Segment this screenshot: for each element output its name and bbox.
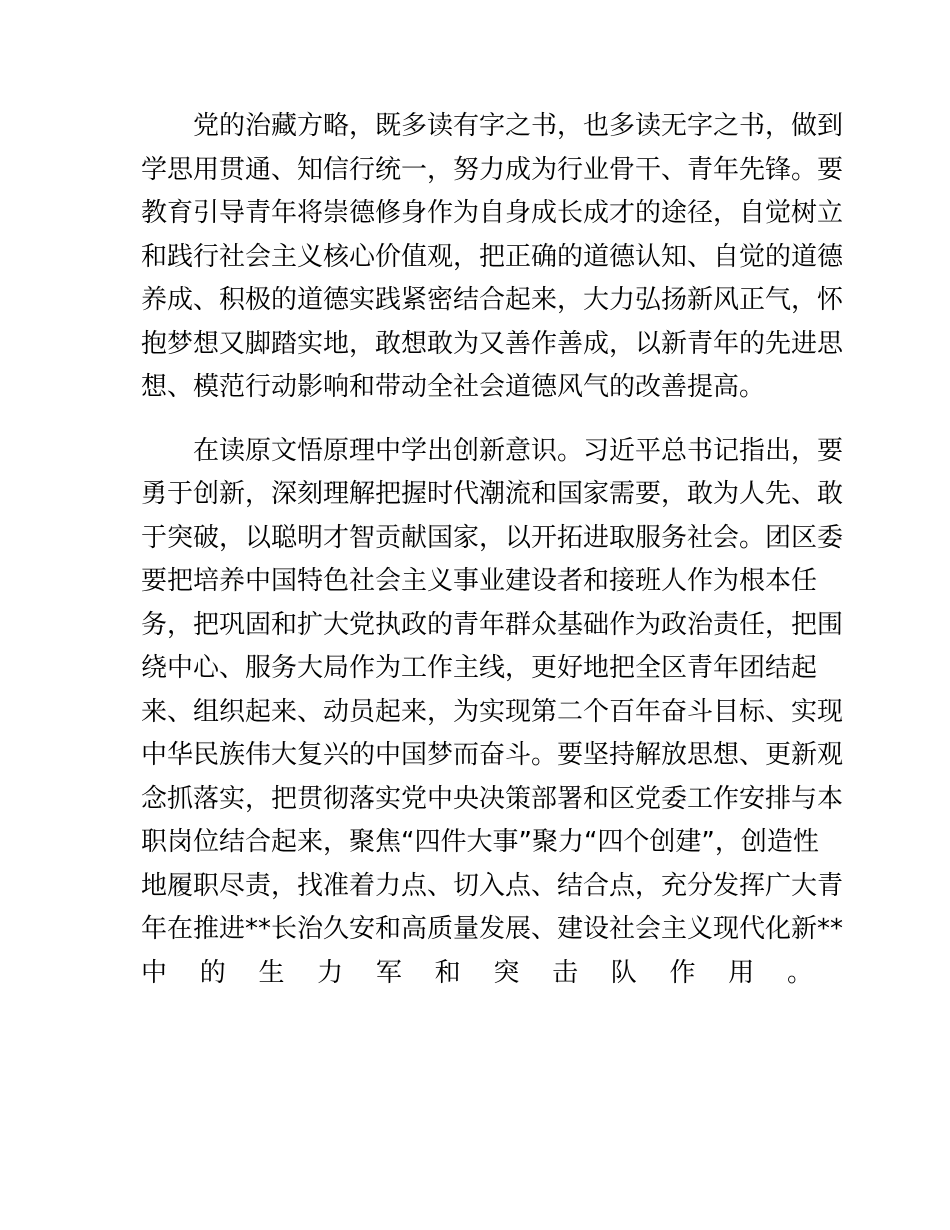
text-line: 要把培养中国特色社会主义事业建设者和接班人作为根本任 [141, 566, 818, 596]
text-line: 在读原文悟原理中学出创新意识。习近平总书记指出，要 [193, 435, 844, 466]
text-line: 勇于创新，深刻理解把握时代潮流和国家需要，敢为人先、敢 [141, 479, 844, 509]
text-line: 抱梦想又脚踏实地，敢想敢为又善作善成，以新青年的先进思 [141, 328, 844, 359]
text-line: 中华民族伟大复兴的中国梦而奋斗。要坚持解放思想、更新观 [141, 740, 844, 770]
paragraph-2 [141, 430, 844, 1039]
text-line: 绕中心、服务大局作为工作主线，更好地把全区青年团结起 [141, 653, 818, 683]
text-line: 教育引导青年将崇德修身作为自身成长成才的途径，自觉树立 [141, 198, 844, 228]
text-line: 党的治藏方略，既多读有字之书，也多读无字之书，做到 [193, 111, 844, 141]
text-line: 念抓落实，把贯彻落实党中央决策部署和区党委工作安排与本 [141, 783, 844, 814]
text-line: 想、模范行动影响和带动全社会道德风气的改善提高。 [141, 372, 766, 402]
text-line: 年在推进**长治久安和高质量发展、建设社会主义现代化新** [141, 914, 844, 944]
text-line: 于突破，以聪明才智贡献国家，以开拓进取服务社会。团区委 [141, 522, 844, 553]
text-line: 养成、积极的道德实践紧密结合起来，大力弘扬新风正气，怀 [141, 285, 844, 315]
text-line: 中的生力军和突击队作用。 [141, 957, 813, 988]
paragraph-1 [141, 105, 844, 410]
text-line: 来、组织起来、动员起来，为实现第二个百年奋斗目标、实现 [141, 696, 844, 727]
document-body [141, 105, 844, 1039]
paragraph-spacer [141, 410, 813, 430]
text-line: 学思用贯通、知信行统一，努力成为行业骨干、青年先锋。要 [141, 154, 844, 185]
text-line: 职岗位结合起来，聚焦“四件大事”聚力“四个创建”，创造性 [141, 827, 819, 857]
text-line: 地履职尽责，找准着力点、切入点、结合点，充分发挥广大青 [141, 870, 844, 901]
text-line [141, 995, 813, 1039]
text-line: 务，把巩固和扩大党执政的青年群众基础作为政治责任，把围 [141, 609, 844, 640]
text-line: 和践行社会主义核心价值观，把正确的道德认知、自觉的道德 [141, 241, 844, 272]
